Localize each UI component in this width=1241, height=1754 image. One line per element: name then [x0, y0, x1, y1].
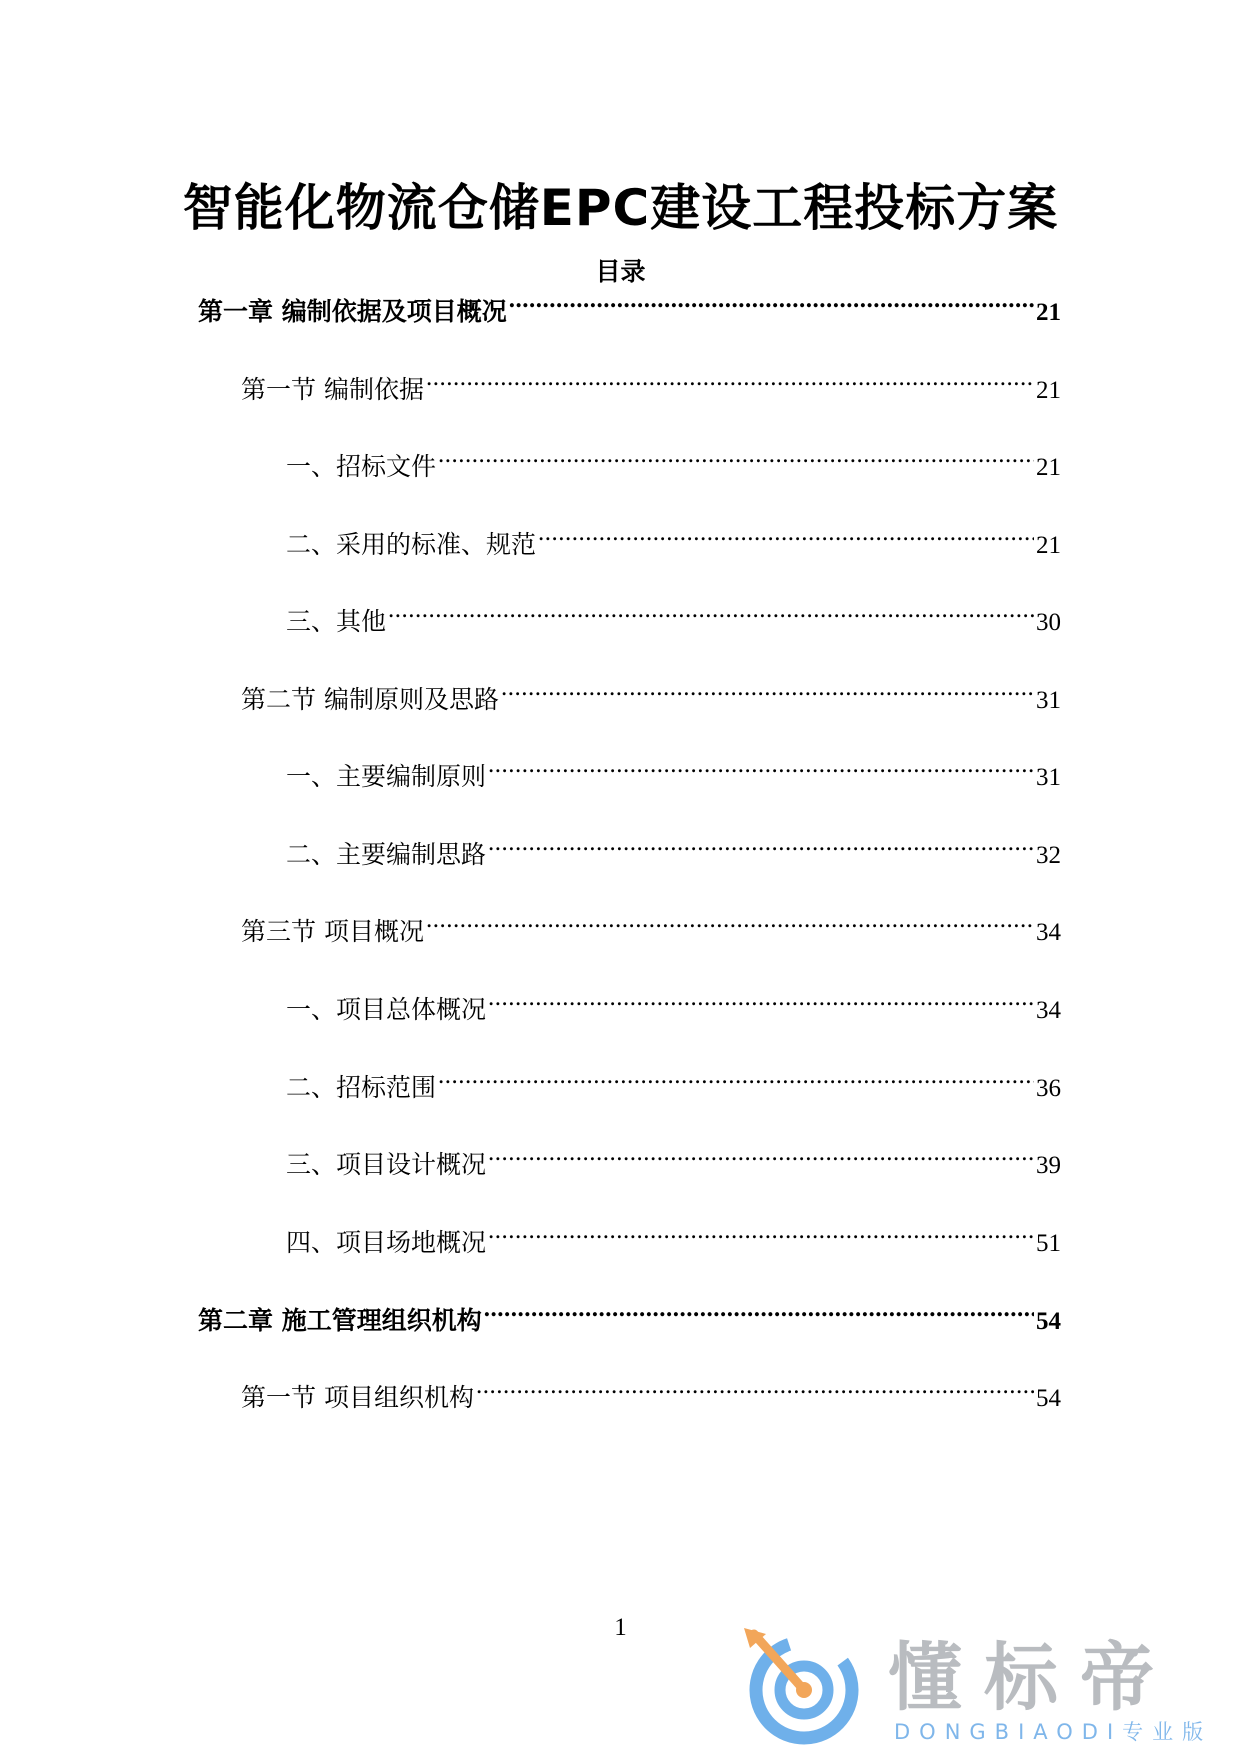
toc-entry-subsection[interactable]	[286, 1133, 1061, 1179]
toc-entry-subsection[interactable]	[286, 978, 1061, 1024]
toc-page-number: 51	[1036, 1230, 1061, 1257]
toc-entry-label: 第一节 编制依据	[241, 375, 424, 404]
toc-entry-subsection[interactable]	[286, 823, 1061, 869]
toc-page-number: 21	[1036, 532, 1061, 559]
toc-entry-label: 第三节 项目概况	[241, 917, 424, 946]
toc-page-number: 54	[1036, 1385, 1061, 1412]
toc-page-number: 34	[1036, 997, 1061, 1024]
toc-entry-section[interactable]	[241, 900, 1061, 946]
toc-entry-chapter-1[interactable]	[198, 280, 1061, 326]
toc-entry-label: 三、其他	[286, 607, 387, 636]
toc-dot-leader	[501, 668, 1034, 708]
watermark-subtitle: DONGBIAODI专业版	[894, 1720, 1213, 1744]
toc-entry-subsection[interactable]	[286, 1056, 1061, 1102]
toc-entry-label: 四、项目场地概况	[286, 1228, 487, 1257]
toc-dot-leader	[426, 358, 1034, 398]
toc-dot-leader	[488, 1133, 1034, 1173]
page-number: 1	[614, 1614, 627, 1641]
toc-entry-subsection[interactable]	[286, 435, 1061, 481]
toc-entry-label: 三、项目设计概况	[286, 1150, 487, 1179]
toc-dot-leader	[488, 1211, 1034, 1251]
toc-entry-label: 二、主要编制思路	[286, 840, 487, 869]
toc-entry-label: 二、招标范围	[286, 1073, 437, 1102]
document-title: 智能化物流仓储EPC建设工程投标方案	[182, 179, 1059, 237]
toc-dot-leader	[509, 280, 1034, 320]
toc-dot-leader	[388, 590, 1034, 630]
toc-page-number: 21	[1036, 299, 1061, 326]
toc-page-number: 21	[1036, 454, 1061, 481]
toc-entry-subsection[interactable]	[286, 1211, 1061, 1257]
toc-entry-label: 一、项目总体概况	[286, 995, 487, 1024]
toc-entry-section[interactable]	[241, 1366, 1061, 1412]
toc-page-number: 32	[1036, 842, 1061, 869]
toc-heading: 目录	[595, 257, 646, 286]
toc-dot-leader	[538, 513, 1034, 553]
toc-entry-label: 第二节 编制原则及思路	[241, 685, 499, 714]
toc-entry-chapter-2[interactable]	[198, 1289, 1061, 1335]
brand-watermark	[738, 1624, 1218, 1750]
toc-entry-label: 一、主要编制原则	[286, 762, 487, 791]
toc-page-number: 31	[1036, 687, 1061, 714]
toc-dot-leader	[488, 745, 1034, 785]
toc-page-number: 31	[1036, 764, 1061, 791]
toc-entry-label: 第一章 编制依据及项目概况	[198, 297, 507, 326]
toc-page-number: 36	[1036, 1075, 1061, 1102]
toc-page-number: 54	[1036, 1308, 1061, 1335]
target-logo-icon	[738, 1624, 868, 1750]
toc-entry-label: 第二章 施工管理组织机构	[198, 1306, 482, 1335]
toc-entry-subsection[interactable]	[286, 590, 1061, 636]
toc-dot-leader	[476, 1366, 1034, 1406]
watermark-brand-text: 懂标帝	[888, 1635, 1176, 1721]
toc-entry-label: 第一节 项目组织机构	[241, 1383, 474, 1412]
toc-dot-leader	[488, 823, 1034, 863]
toc-entry-section[interactable]	[241, 668, 1061, 714]
toc-dot-leader	[438, 1056, 1034, 1096]
toc-entry-subsection[interactable]	[286, 745, 1061, 791]
toc-entry-label: 二、采用的标准、规范	[286, 530, 537, 559]
toc-dot-leader	[484, 1289, 1034, 1329]
toc-page-number: 39	[1036, 1152, 1061, 1179]
toc-dot-leader	[438, 435, 1034, 475]
toc-entry-label: 一、招标文件	[286, 452, 437, 481]
toc-page-number: 21	[1036, 377, 1061, 404]
toc-dot-leader	[426, 900, 1034, 940]
toc-page-number: 30	[1036, 609, 1061, 636]
toc-entry-subsection[interactable]	[286, 513, 1061, 559]
toc-page-number: 34	[1036, 919, 1061, 946]
toc-entry-section[interactable]	[241, 358, 1061, 404]
toc-dot-leader	[488, 978, 1034, 1018]
